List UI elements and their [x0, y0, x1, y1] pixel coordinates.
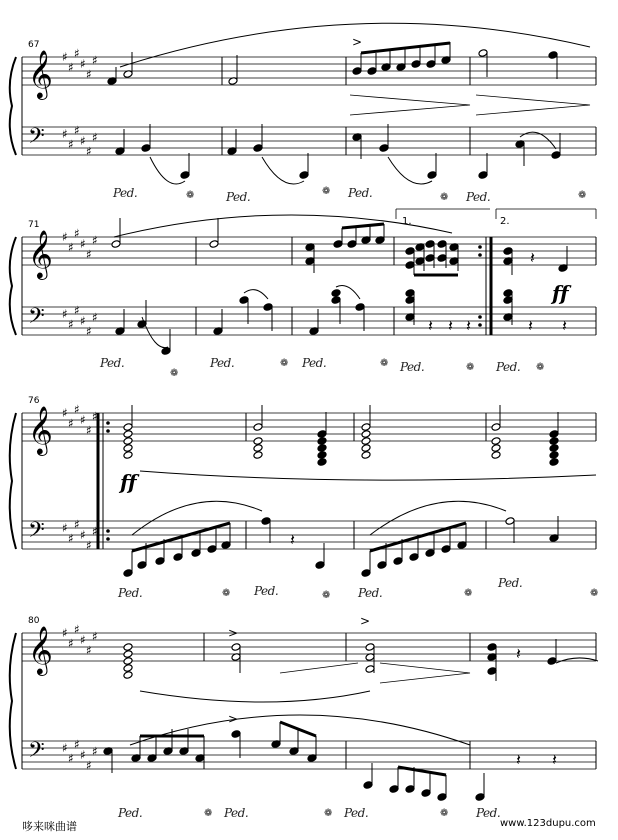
- notehead: [207, 545, 217, 554]
- dynamic-ff-system2: ff: [552, 281, 569, 305]
- repeat-dot: [106, 537, 110, 541]
- treble-clef: 𝄞: [28, 405, 53, 454]
- notehead: [123, 437, 133, 446]
- sharp-accidental: ♯: [62, 307, 68, 321]
- pedal-mark: Ped.: [498, 576, 523, 590]
- notehead: [333, 240, 343, 249]
- notehead: [437, 240, 447, 249]
- sharp-accidental: ♯: [62, 50, 68, 64]
- notehead: [491, 437, 501, 446]
- notehead: [367, 67, 377, 76]
- pedal-mark: Ped.: [466, 190, 491, 204]
- notehead: [411, 60, 421, 69]
- sharp-accidental: ♯: [62, 741, 68, 755]
- pedal-release-mark: ❁: [222, 588, 231, 599]
- notehead: [503, 247, 513, 256]
- sharp-accidental: ♯: [86, 144, 92, 159]
- grand-staff-brace: [10, 633, 16, 769]
- notehead: [317, 430, 327, 439]
- treble-clef: 𝄞: [28, 49, 53, 98]
- notehead: [487, 667, 497, 676]
- note-beam: [342, 224, 384, 228]
- notehead: [427, 171, 437, 180]
- notehead: [503, 296, 513, 305]
- notehead: [361, 423, 371, 432]
- notehead: [317, 458, 327, 467]
- sharp-accidental: ♯: [62, 127, 68, 141]
- repeat-dot: [478, 315, 482, 319]
- sharp-accidental: ♯: [86, 423, 92, 438]
- notehead: [123, 569, 133, 578]
- notehead: [551, 151, 561, 160]
- sharp-accidental: ♯: [92, 130, 98, 145]
- notehead: [389, 785, 399, 794]
- slur: [262, 157, 304, 184]
- sharp-accidental: ♯: [92, 409, 98, 424]
- pedal-mark: Ped.: [358, 586, 383, 600]
- sharp-accidental: ♯: [68, 60, 74, 75]
- pedal-mark: Ped.: [348, 186, 373, 200]
- pedal-release-mark: ❁: [440, 192, 449, 203]
- tie: [556, 658, 598, 663]
- sharp-accidental: ♯: [74, 226, 80, 241]
- notehead: [425, 254, 435, 263]
- sharp-accidental: ♯: [86, 758, 92, 773]
- sharp-accidental: ♯: [74, 402, 80, 417]
- notehead: [547, 657, 557, 666]
- sharp-accidental: ♯: [80, 633, 86, 647]
- quarter-rest: 𝄽: [466, 316, 471, 335]
- sharp-accidental: ♯: [80, 57, 86, 71]
- sharp-accidental: ♯: [80, 237, 86, 251]
- slur: [388, 157, 432, 184]
- notehead: [253, 444, 263, 453]
- sharp-accidental: ♯: [92, 744, 98, 759]
- accent-mark: >: [360, 614, 371, 628]
- notehead: [361, 437, 371, 446]
- sharp-accidental: ♯: [74, 517, 80, 532]
- notehead: [137, 561, 147, 570]
- repeat-dot: [478, 245, 482, 249]
- notehead: [475, 793, 485, 802]
- quarter-rest: 𝄽: [516, 750, 521, 769]
- treble-clef: 𝄞: [28, 625, 53, 674]
- notehead: [123, 671, 133, 680]
- notehead: [209, 240, 219, 249]
- sharp-accidental: ♯: [68, 636, 74, 651]
- sharp-accidental: ♯: [68, 416, 74, 431]
- sharp-accidental: ♯: [86, 324, 92, 339]
- repeat-dot: [106, 429, 110, 433]
- pedal-mark: Ped.: [344, 806, 369, 820]
- pedal-mark: Ped.: [118, 586, 143, 600]
- notehead: [123, 664, 133, 673]
- notehead: [491, 423, 501, 432]
- notehead: [253, 437, 263, 446]
- bass-clef: 𝄢: [28, 518, 45, 548]
- notehead: [379, 144, 389, 153]
- repeat-dot: [478, 253, 482, 257]
- notehead: [191, 549, 201, 558]
- sharp-accidental: ♯: [68, 240, 74, 255]
- notehead: [478, 171, 488, 180]
- treble-clef: 𝄞: [28, 229, 53, 278]
- repeat-dot: [478, 323, 482, 327]
- notehead: [363, 781, 373, 790]
- quarter-rest: 𝄽: [290, 530, 295, 549]
- notehead: [377, 561, 387, 570]
- footer-url: www.123dupu.com: [500, 818, 596, 829]
- pedal-release-mark: ❁: [186, 190, 195, 201]
- notehead: [365, 665, 375, 674]
- sharp-accidental: ♯: [80, 748, 86, 762]
- pedal-release-mark: ❁: [578, 190, 587, 201]
- bass-clef: 𝄢: [28, 124, 45, 154]
- quarter-rest: 𝄽: [530, 248, 535, 267]
- notehead: [253, 144, 263, 153]
- notehead: [253, 423, 263, 432]
- notehead: [315, 561, 325, 570]
- slur: [132, 501, 262, 535]
- sharp-accidental: ♯: [80, 528, 86, 542]
- repeat-dot: [106, 529, 110, 533]
- sharp-accidental: ♯: [92, 233, 98, 248]
- notehead: [231, 730, 241, 739]
- sharp-accidental: ♯: [92, 53, 98, 68]
- notehead: [548, 51, 558, 60]
- notehead: [355, 303, 365, 312]
- notehead: [361, 430, 371, 439]
- notehead: [491, 444, 501, 453]
- pedal-release-mark: ❁: [280, 358, 289, 369]
- notehead: [425, 240, 435, 249]
- notehead: [503, 289, 513, 298]
- quarter-rest: 𝄽: [528, 316, 533, 335]
- notehead: [111, 240, 121, 249]
- notehead: [405, 247, 415, 256]
- tie: [140, 471, 596, 480]
- notehead: [180, 171, 190, 180]
- dynamic-ff-system3: ff: [120, 470, 137, 494]
- notehead: [239, 296, 249, 305]
- sharp-accidental: ♯: [80, 314, 86, 328]
- pedal-release-mark: ❁: [324, 808, 333, 819]
- sharp-accidental: ♯: [92, 524, 98, 539]
- quarter-rest: 𝄽: [448, 316, 453, 335]
- accent-mark: >: [228, 712, 239, 726]
- volta-second-ending: 2.: [500, 216, 510, 227]
- crescendo-hairpin: [280, 663, 358, 673]
- notehead: [317, 451, 327, 460]
- notehead: [141, 144, 151, 153]
- quarter-rest: 𝄽: [428, 316, 433, 335]
- notehead: [263, 303, 273, 312]
- pedal-mark: Ped.: [496, 360, 521, 374]
- bass-clef: 𝄢: [28, 738, 45, 768]
- notehead: [549, 437, 559, 446]
- notehead: [405, 296, 415, 305]
- notehead: [299, 171, 309, 180]
- notehead: [405, 785, 415, 794]
- notehead: [405, 289, 415, 298]
- notehead: [352, 67, 362, 76]
- sharp-accidental: ♯: [68, 137, 74, 152]
- pedal-release-mark: ❁: [590, 588, 599, 599]
- notehead: [317, 437, 327, 446]
- pedal-mark: Ped.: [226, 190, 251, 204]
- grand-staff-brace: [10, 413, 16, 549]
- notehead: [231, 643, 241, 652]
- notehead: [155, 557, 165, 566]
- notehead: [425, 549, 435, 558]
- notehead: [361, 569, 371, 578]
- notehead: [123, 451, 133, 460]
- sharp-accidental: ♯: [62, 230, 68, 244]
- pedal-mark: Ped.: [476, 806, 501, 820]
- notehead: [361, 444, 371, 453]
- measure-number-67: 67: [28, 40, 40, 50]
- sharp-accidental: ♯: [68, 317, 74, 332]
- notehead: [437, 793, 447, 802]
- notehead: [405, 261, 415, 270]
- notehead: [173, 553, 183, 562]
- notehead: [437, 254, 447, 263]
- notehead: [123, 423, 133, 432]
- quarter-rest: 𝄽: [562, 316, 567, 335]
- notehead: [361, 451, 371, 460]
- notehead: [393, 557, 403, 566]
- slur: [520, 132, 556, 149]
- pedal-mark: Ped.: [118, 806, 143, 820]
- sharp-accidental: ♯: [92, 629, 98, 644]
- pedal-mark: Ped.: [224, 806, 249, 820]
- notehead: [347, 240, 357, 249]
- tie: [140, 691, 370, 702]
- sharp-accidental: ♯: [74, 303, 80, 318]
- sharp-accidental: ♯: [92, 310, 98, 325]
- sharp-accidental: ♯: [86, 67, 92, 82]
- grand-staff-brace: [10, 237, 16, 335]
- measure-number-76: 76: [28, 396, 40, 406]
- notehead: [331, 289, 341, 298]
- notehead: [317, 444, 327, 453]
- pedal-mark: Ped.: [210, 356, 235, 370]
- notehead: [123, 657, 133, 666]
- volta-first-ending: 1.: [402, 216, 412, 227]
- pedal-release-mark: ❁: [440, 808, 449, 819]
- pedal-release-mark: ❁: [466, 362, 475, 373]
- notehead: [331, 296, 341, 305]
- pedal-mark: Ped.: [100, 356, 125, 370]
- notehead: [123, 643, 133, 652]
- sharp-accidental: ♯: [86, 247, 92, 262]
- pedal-release-mark: ❁: [322, 590, 331, 601]
- sharp-accidental: ♯: [86, 538, 92, 553]
- pedal-release-mark: ❁: [170, 368, 179, 379]
- notehead: [261, 517, 271, 526]
- footer-site-name: 哆来咪曲谱: [22, 820, 77, 833]
- notehead: [253, 451, 263, 460]
- notehead: [123, 444, 133, 453]
- sharp-accidental: ♯: [74, 737, 80, 752]
- sharp-accidental: ♯: [80, 413, 86, 427]
- notehead: [409, 553, 419, 562]
- diminuendo-hairpin: [476, 95, 590, 115]
- notehead: [549, 451, 559, 460]
- measure-number-71: 71: [28, 220, 40, 230]
- note-beam: [398, 767, 446, 775]
- repeat-dot: [106, 421, 110, 425]
- pedal-release-mark: ❁: [464, 588, 473, 599]
- grand-staff-brace: [10, 57, 16, 155]
- notehead: [491, 451, 501, 460]
- diminuendo-hairpin: [350, 95, 470, 115]
- notehead: [478, 49, 488, 58]
- pedal-release-mark: ❁: [536, 362, 545, 373]
- sharp-accidental: ♯: [62, 406, 68, 420]
- sharp-accidental: ♯: [80, 134, 86, 148]
- sharp-accidental: ♯: [62, 521, 68, 535]
- pedal-release-mark: ❁: [322, 186, 331, 197]
- measure-number-80: 80: [28, 616, 40, 626]
- sharp-accidental: ♯: [74, 622, 80, 637]
- pedal-release-mark: ❁: [204, 808, 213, 819]
- pedal-mark: Ped.: [254, 584, 279, 598]
- notehead: [421, 789, 431, 798]
- notehead: [123, 430, 133, 439]
- quarter-rest: 𝄽: [552, 750, 557, 769]
- sharp-accidental: ♯: [86, 643, 92, 658]
- notehead: [505, 517, 515, 526]
- notehead: [441, 545, 451, 554]
- pedal-release-mark: ❁: [380, 358, 389, 369]
- slur: [150, 157, 185, 184]
- pedal-mark: Ped.: [302, 356, 327, 370]
- sharp-accidental: ♯: [68, 531, 74, 546]
- notehead: [426, 60, 436, 69]
- notehead: [549, 458, 559, 467]
- notehead: [549, 430, 559, 439]
- sharp-accidental: ♯: [62, 626, 68, 640]
- notehead: [549, 444, 559, 453]
- notehead: [123, 650, 133, 659]
- pedal-mark: Ped.: [400, 360, 425, 374]
- notehead: [365, 643, 375, 652]
- notehead: [487, 643, 497, 652]
- diminuendo-hairpin: [380, 663, 470, 683]
- sharp-accidental: ♯: [74, 123, 80, 138]
- accent-mark: >: [352, 35, 363, 49]
- quarter-rest: 𝄽: [516, 644, 521, 663]
- bass-clef: 𝄢: [28, 304, 45, 334]
- accent-mark: >: [228, 626, 239, 640]
- sharp-accidental: ♯: [68, 751, 74, 766]
- pedal-mark: Ped.: [113, 186, 138, 200]
- sharp-accidental: ♯: [74, 46, 80, 61]
